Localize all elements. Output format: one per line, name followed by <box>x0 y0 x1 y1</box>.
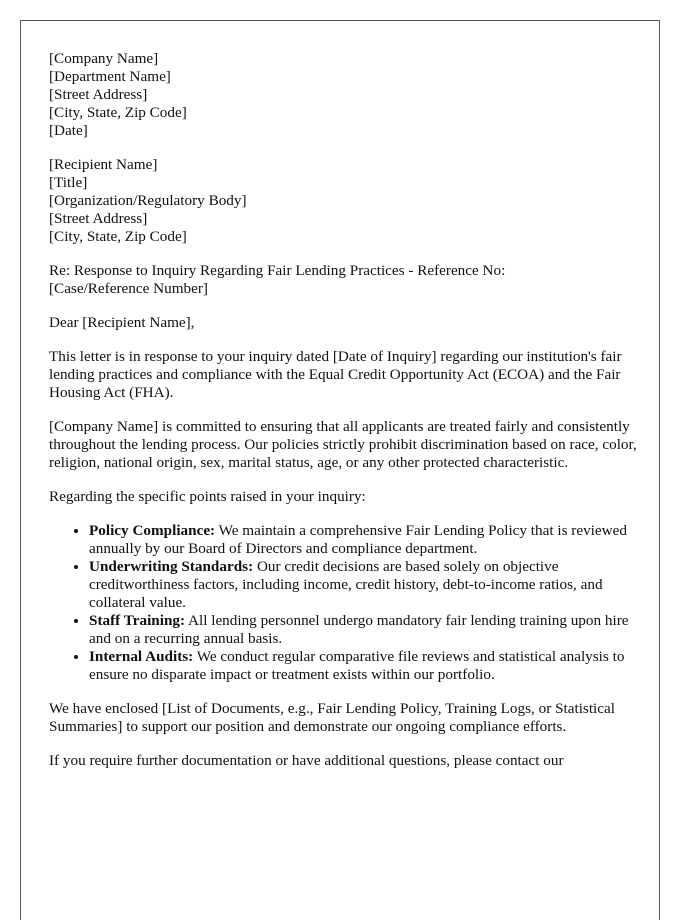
closing-paragraph: If you require further documentation or have additional questions, please contact our <box>49 752 564 769</box>
list-item-staff-training <box>89 612 643 648</box>
recipient-name: [Recipient Name] <box>49 156 158 173</box>
point-text: We conduct regular comparative file reviews and statistical analysis to ensure no disparate impact or treatment exists within our portfolio. <box>89 648 625 683</box>
sender-city-state-zip: [City, State, Zip Code] <box>49 104 187 121</box>
list-item-underwriting-standards <box>89 558 643 612</box>
recipient-city-state-zip: [City, State, Zip Code] <box>49 228 187 245</box>
points-list <box>49 522 643 684</box>
point-label: Underwriting Standards: <box>89 558 254 575</box>
recipient-title: [Title] <box>49 174 88 191</box>
sender-address-block <box>49 50 643 140</box>
list-item-policy-compliance <box>89 522 643 558</box>
salutation: Dear [Recipient Name], <box>49 314 195 331</box>
sender-department-name: [Department Name] <box>49 68 171 85</box>
letter-page <box>20 20 660 920</box>
point-label: Policy Compliance: <box>89 522 216 539</box>
sender-street-address: [Street Address] <box>49 86 148 103</box>
letter-date: [Date] <box>49 122 88 139</box>
intro-paragraph: This letter is in response to your inquiry dated [Date of Inquiry] regarding our institution's fair lending practices and compliance with the Equal Credit Opportunity Act (ECOA) and the Fair Housing Act (FHA). <box>49 348 622 401</box>
letter-content <box>49 50 643 786</box>
recipient-street-address: [Street Address] <box>49 210 148 227</box>
point-text: Our credit decisions are based solely on objective creditworthiness factors, including income, credit history, debt-to-income ratios, and collateral value. <box>89 558 603 611</box>
list-item-internal-audits <box>89 648 643 684</box>
subject-line-1: Re: Response to Inquiry Regarding Fair Lending Practices - Reference No: <box>49 262 506 279</box>
recipient-address-block <box>49 156 643 246</box>
subject-line-2: [Case/Reference Number] <box>49 280 208 297</box>
points-intro-paragraph: Regarding the specific points raised in your inquiry: <box>49 488 366 505</box>
point-text: We maintain a comprehensive Fair Lending Policy that is reviewed annually by our Board of Directors and compliance department. <box>89 522 627 557</box>
point-label: Staff Training: <box>89 612 186 629</box>
point-label: Internal Audits: <box>89 648 194 665</box>
recipient-organization: [Organization/Regulatory Body] <box>49 192 247 209</box>
enclosed-documents-paragraph: We have enclosed [List of Documents, e.g., Fair Lending Policy, Training Logs, or Statistical Summaries] to support our position and demonstrate our ongoing compliance efforts. <box>49 700 615 735</box>
subject-line <box>49 262 643 298</box>
sender-company-name: [Company Name] <box>49 50 159 67</box>
commitment-paragraph: [Company Name] is committed to ensuring that all applicants are treated fairly and consistently throughout the lending process. Our policies strictly prohibit discrimination based on race, color, religion, national origin, sex, marital status, age, or any other protected characteristic. <box>49 418 637 471</box>
point-text: All lending personnel undergo mandatory fair lending training upon hire and on a recurring annual basis. <box>89 612 629 647</box>
